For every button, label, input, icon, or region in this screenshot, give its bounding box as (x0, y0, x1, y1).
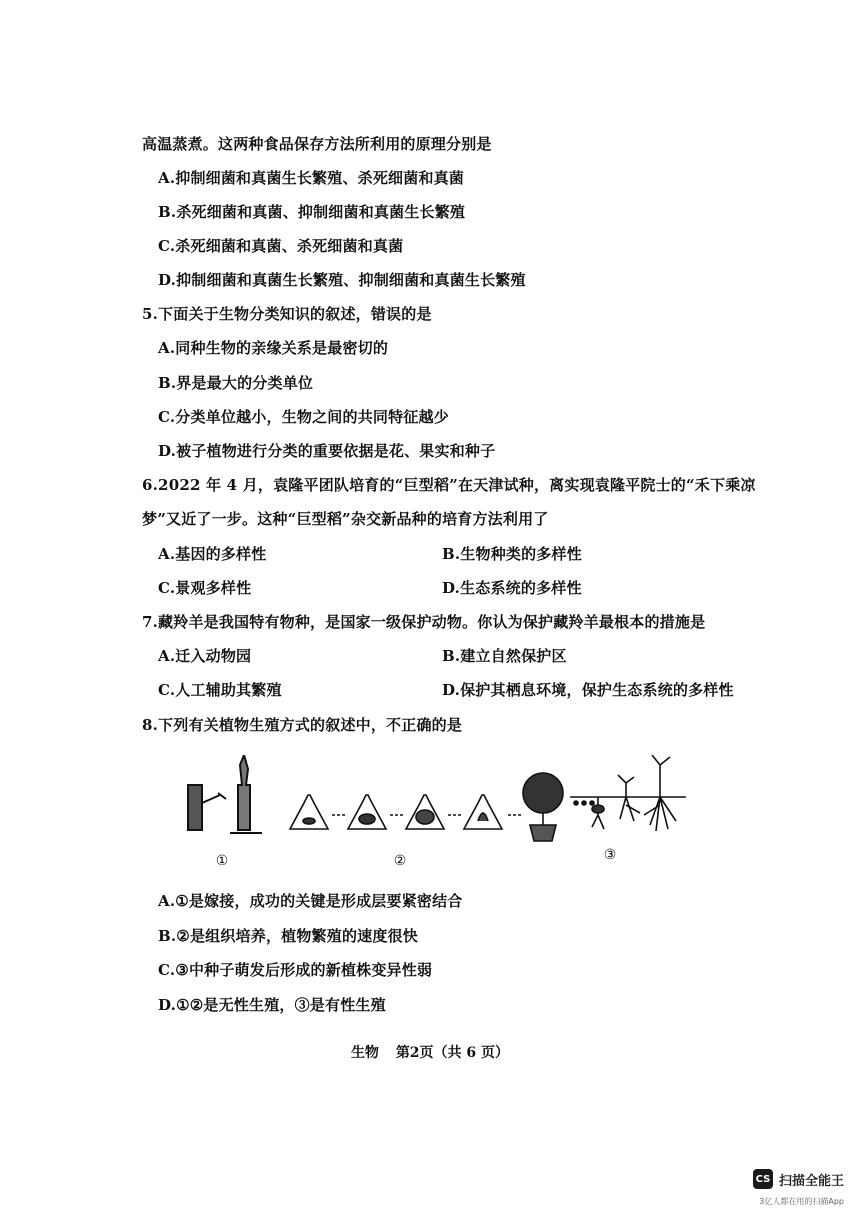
q4-option-c: C.杀死细菌和真菌、杀死细菌和真菌 (158, 237, 404, 255)
question-6-stem-line1: 6.2022 年 4 月，袁隆平团队培育的“巨型稻”在天津试种，离实现袁隆平院士的“禾下乘凉 (142, 476, 756, 494)
watermark-subtitle: 3亿人都在用的扫描App (759, 1197, 844, 1206)
footer-page-number: 第2页（共 6 页） (395, 1045, 510, 1061)
question-5-stem: 5.下面关于生物分类知识的叙述，错误的是 (142, 305, 432, 323)
q7-option-d: D.保护其栖息环境，保护生态系统的多样性 (442, 681, 734, 699)
q7-option-a: A.迁入动物园 (158, 647, 252, 665)
scanner-watermark (753, 1169, 844, 1189)
q6-option-b: B.生物种类的多样性 (442, 545, 582, 563)
camscanner-logo-icon: CS (753, 1169, 773, 1189)
q8-option-d: D.①②是无性生殖，③是有性生殖 (158, 996, 386, 1014)
question-6-stem-line2: 梦”又近了一步。这种“巨型稻”杂交新品种的培育方法利用了 (142, 510, 549, 528)
q5-option-d: D.被子植物进行分类的重要依据是花、果实和种子 (158, 442, 496, 460)
q6-option-c: C.景观多样性 (158, 579, 252, 597)
tissue-culture-illustration (290, 773, 563, 841)
grafting-illustration (188, 755, 262, 833)
q5-option-b: B.界是最大的分类单位 (158, 374, 314, 392)
q5-option-a: A.同种生物的亲缘关系是最密切的 (158, 339, 389, 357)
q8-option-a: A.①是嫁接，成功的关键是形成层要紧密结合 (158, 892, 463, 910)
q4-option-b: B.杀死细菌和真菌、抑制细菌和真菌生长繁殖 (158, 203, 466, 221)
question-4-stem-cont: 高温蒸煮。这两种食品保存方法所利用的原理分别是 (142, 135, 492, 153)
figure-label-1: ① (215, 853, 229, 869)
q5-option-c: C.分类单位越小，生物之间的共同特征越少 (158, 408, 449, 426)
q7-option-b: B.建立自然保护区 (442, 647, 567, 665)
q4-option-a: A.抑制细菌和真菌生长繁殖、杀死细菌和真菌 (158, 169, 465, 187)
q6-option-d: D.生态系统的多样性 (442, 579, 582, 597)
q8-option-c: C.③中种子萌发后形成的新植株变异性弱 (158, 961, 433, 979)
watermark-name: 扫描全能王 (778, 1173, 844, 1189)
q8-option-b: B.②是组织培养，植物繁殖的速度很快 (158, 927, 418, 945)
q6-option-a: A.基因的多样性 (158, 545, 267, 563)
footer-subject: 生物 (350, 1045, 379, 1061)
question-8-stem: 8.下列有关植物生殖方式的叙述中，不正确的是 (142, 716, 463, 734)
plant-reproduction-figure (178, 755, 698, 875)
page-footer (0, 1042, 860, 1062)
figure-label-2: ② (393, 853, 407, 869)
seed-germination-illustration (570, 755, 686, 831)
q7-option-c: C.人工辅助其繁殖 (158, 681, 282, 699)
figure-label-3: ③ (603, 847, 617, 863)
question-7-stem: 7.藏羚羊是我国特有物种，是国家一级保护动物。你认为保护藏羚羊最根本的措施是 (142, 613, 706, 631)
q4-option-d: D.抑制细菌和真菌生长繁殖、抑制细菌和真菌生长繁殖 (158, 271, 526, 289)
